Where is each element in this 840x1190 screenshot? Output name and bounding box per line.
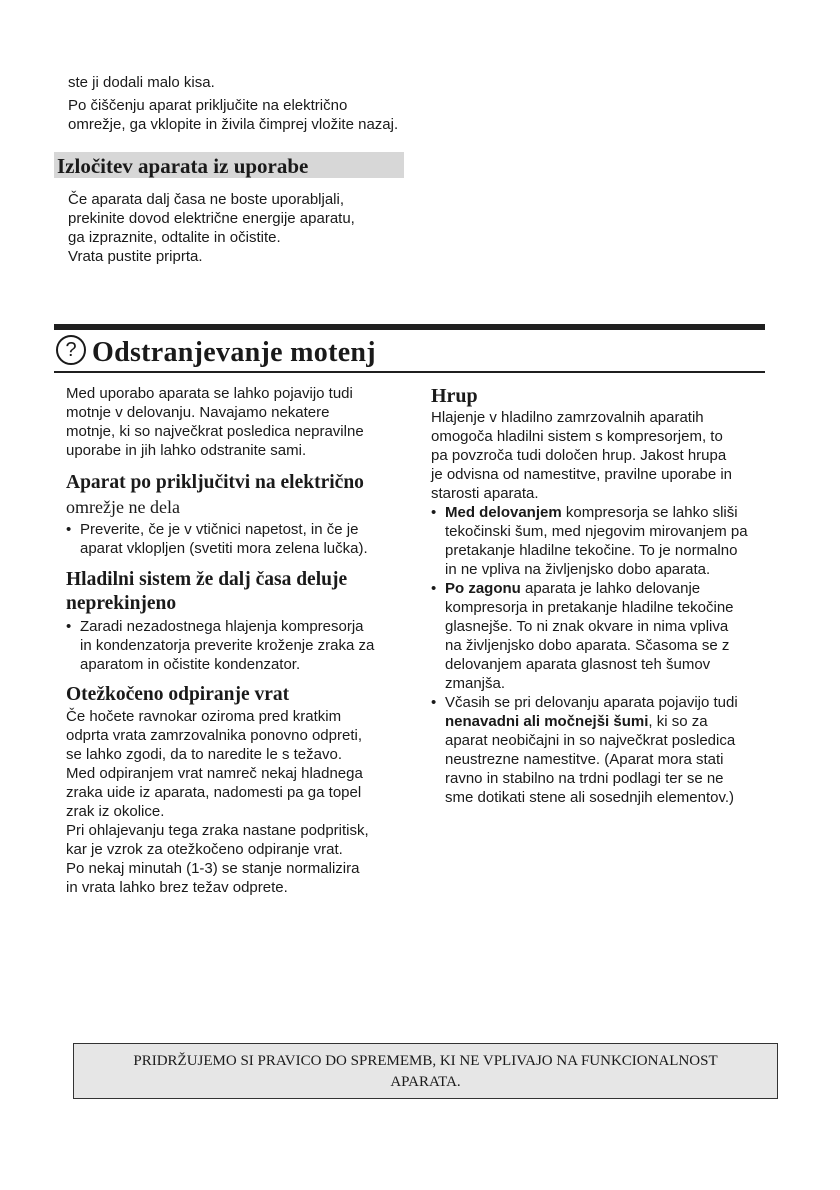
text-line: se lahko zgodi, da to naredite le s težavo. [66, 746, 343, 763]
text-line: pa povzroča tudi določen hrup. Jakost hrupa [431, 447, 727, 464]
top-paragraph [68, 73, 428, 134]
text-line: Vrata pustite priprta. [68, 248, 203, 265]
text-line: in vrata lahko brez težav odprete. [66, 879, 288, 896]
text-line: aparatom in očistite kondenzator. [80, 656, 301, 673]
text-line: zraka uide iz aparata, nadomesti pa ga topel [66, 784, 362, 801]
text-line: sme dotikati stene ali sosednjih elementov.) [445, 789, 735, 806]
text-line: Pri ohlajevanju tega zraka nastane podpritisk, [66, 822, 369, 839]
text-line: Če aparata dalj časa ne boste uporabljali, [68, 191, 345, 208]
section-rule-top [54, 324, 765, 330]
text-line: odprta vrata zamrzovalnika ponovno odpreti, [66, 727, 363, 744]
subsection-continuous [66, 568, 416, 674]
text-line: Preverite, če je v vtičnici napetost, in če je [80, 521, 359, 538]
text-line: starosti aparata. [431, 485, 539, 502]
subsection-door [66, 683, 416, 897]
text-line: pretakanje hladilne tekočine. To je normalno [445, 542, 738, 559]
text-line: je odvisna od namestitve, pravilne uporabe in [431, 466, 733, 483]
text-line: omogoča hladilni sistem s kompresorjem, to [431, 428, 723, 445]
bullet-dot: • [431, 504, 437, 521]
page-section-title: Odstranjevanje motenj [92, 337, 376, 368]
text-line: zrak iz okolice. [66, 803, 165, 820]
subsection-title: Aparat po priključitvi na električno [66, 472, 364, 493]
text-line: Zaradi nezadostnega hlajenja kompresorja [80, 618, 364, 635]
text-line: glasnejše. To ni znak okvare in nima vpliva [445, 618, 729, 635]
list-item [431, 503, 776, 579]
text-line: Po čiščenju aparat priključite na električno [68, 97, 348, 114]
subsection-no-work [66, 471, 416, 558]
text-line: Po nekaj minutah (1-3) se stanje normalizira [66, 860, 360, 877]
bullet-dot: • [431, 694, 437, 711]
text-line: aparat neobičajni in so največkrat posledica [445, 732, 736, 749]
subsection-title: Hrup [431, 385, 478, 407]
list-item [431, 579, 776, 693]
text-line: Hlajenje v hladilno zamrzovalnih aparatih [431, 409, 704, 426]
text-line: tekočinski šum, med njegovim mirovanjem pa [445, 523, 748, 540]
text-line: ste ji dodali malo kisa. [68, 74, 215, 91]
bullet-dot: • [66, 618, 72, 635]
text-line: motnje v delovanju. Navajamo nekatere [66, 404, 330, 421]
emphasis-text: Po zagonu [445, 580, 521, 597]
text-line: kompresorja in pretakanje hladilne tekočine [445, 599, 734, 616]
list-item [66, 617, 416, 674]
text-line: na življenjsko dobo aparata. Sčasoma se z [445, 637, 730, 654]
disclaimer-notice [73, 1043, 778, 1099]
text-line: ga izpraznite, odtalite in očistite. [68, 229, 281, 246]
text-line: delovanjem aparata glasnost teh šumov [445, 656, 711, 673]
text-line: aparat vklopljen (svetiti mora zelena lučka). [80, 540, 368, 557]
text-line: , ki so za [648, 713, 708, 730]
text-line: kar je vzrok za otežkočeno odpiranje vrat. [66, 841, 343, 858]
bullet-dot: • [431, 580, 437, 597]
question-circle-icon: ? [56, 335, 86, 365]
text-line: neustrezne namestitve. (Aparat mora stati [445, 751, 724, 768]
text-line: in kondenzatorja preverite kroženje zraka za [80, 637, 375, 654]
subsection-title: Hladilni sistem že dalj časa deluje [66, 569, 348, 590]
list-item [431, 693, 776, 807]
section-title: Izločitev aparata iz uporabe [57, 154, 309, 178]
list-item [66, 520, 416, 558]
section-rule-bottom [54, 371, 765, 373]
notice-line: PRIDRŽUJEMO SI PRAVICO DO SPREMEMB, KI NE VPLIVAJO NA FUNKCIONALNOST [133, 1053, 718, 1069]
decommission-paragraph [68, 190, 408, 266]
subsection-title-continued: omrežje ne dela [66, 497, 180, 517]
subsection-title-continued: neprekinjeno [66, 593, 177, 614]
emphasis-text: nenavadni ali močnejši šumi [445, 713, 649, 730]
text-line: aparata je lahko delovanje [520, 580, 701, 597]
text-line: kompresorja se lahko sliši [561, 504, 738, 521]
bullet-dot: • [66, 521, 72, 538]
text-line: Med uporabo aparata se lahko pojavijo tudi [66, 385, 353, 402]
subsection-title: Otežkočeno odpiranje vrat [66, 684, 290, 705]
subsection-noise [431, 384, 776, 807]
text-line: Če hočete ravnokar oziroma pred kratkim [66, 708, 342, 725]
text-line: omrežje, ga vklopite in živila čimprej vložite nazaj. [68, 116, 399, 133]
intro-paragraph [66, 384, 406, 460]
text-line: uporabe in jih lahko odstranite sami. [66, 442, 307, 459]
text-line: Včasih se pri delovanju aparata pojavijo tudi [445, 694, 738, 711]
text-line: motnje, ki so največkrat posledica nepravilne [66, 423, 364, 440]
text-line: ravno in stabilno na trdni podlagi ter se ne [445, 770, 724, 787]
text-line: in ne vpliva na življenjsko dobo aparata. [445, 561, 711, 578]
text-line: Med odpiranjem vrat namreč nekaj hladnega [66, 765, 363, 782]
emphasis-text: Med delovanjem [445, 504, 562, 521]
text-line: prekinite dovod električne energije aparatu, [68, 210, 355, 227]
notice-line: APARATA. [390, 1074, 461, 1090]
text-line: zmanjša. [445, 675, 506, 692]
